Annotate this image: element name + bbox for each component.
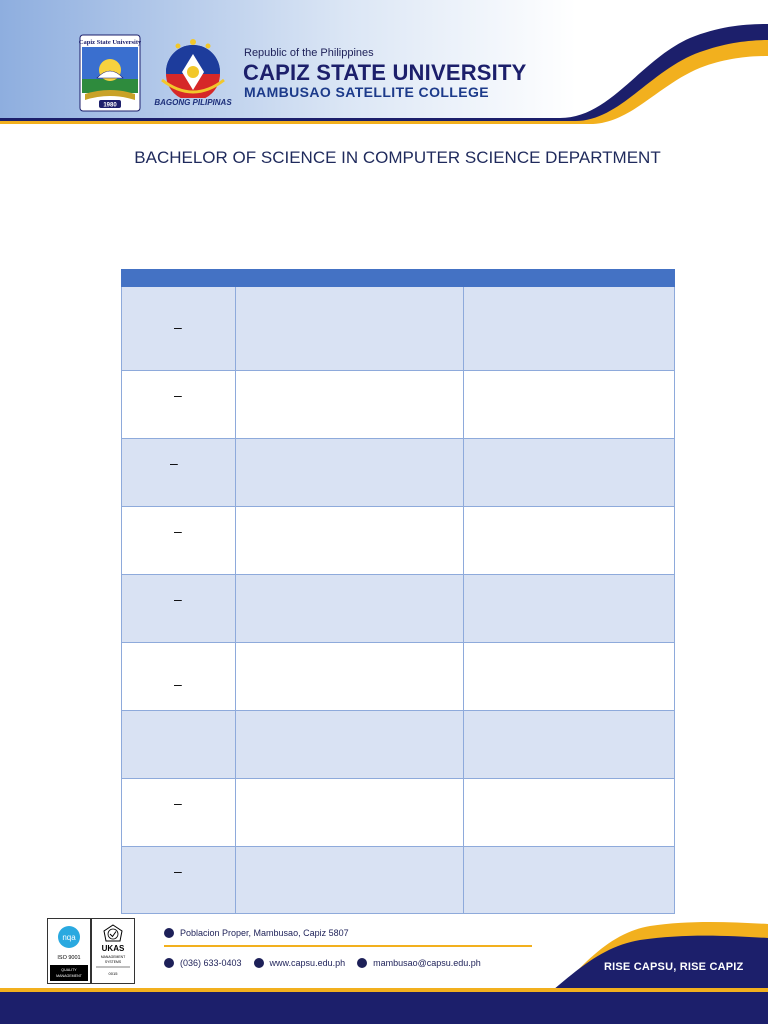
iso-label: ISO 9001 [57, 955, 81, 961]
table-row [121, 847, 675, 914]
ukas-text: UKAS [101, 944, 125, 953]
cell-text: – [170, 455, 178, 471]
table-cell [463, 575, 674, 642]
table-row [121, 371, 675, 439]
table-cell [235, 439, 463, 506]
phone-icon [164, 958, 174, 968]
table-row [121, 575, 675, 643]
table-cell [122, 371, 235, 438]
table-cell [463, 711, 674, 778]
table-cell [122, 643, 235, 710]
letterhead-header [0, 0, 768, 132]
table-header-bar [121, 269, 675, 287]
svg-text:MANAGEMENT: MANAGEMENT [56, 974, 82, 978]
phone-text: (036) 633-0403 [180, 958, 242, 968]
ukas-code: 0015 [108, 971, 118, 976]
college-name: MAMBUSAO SATELLITE COLLEGE [244, 84, 490, 100]
contact-line [164, 958, 481, 968]
slogan-text: RISE CAPSU, RISE CAPIZ [604, 961, 744, 973]
ukas-badge [91, 918, 135, 984]
cell-text: – [174, 591, 182, 607]
footer-divider [164, 945, 532, 947]
table-cell [235, 847, 463, 913]
csu-logo-text: Capiz State University [79, 39, 141, 46]
table-row [121, 507, 675, 575]
csu-logo-year: 1980 [103, 102, 117, 109]
table-cell [463, 643, 674, 710]
svg-text:SYSTEMS: SYSTEMS [104, 960, 122, 964]
table-cell [235, 643, 463, 710]
university-name: CAPIZ STATE UNIVERSITY [243, 60, 527, 85]
table-row [121, 287, 675, 371]
cell-text: – [174, 676, 182, 692]
cell-text: – [174, 523, 182, 539]
address-text: Poblacion Proper, Mambusao, Capiz 5807 [180, 928, 349, 938]
table-cell [122, 847, 235, 913]
svg-text:MANAGEMENT: MANAGEMENT [100, 955, 126, 959]
document-table [121, 269, 675, 914]
letterhead-footer [0, 906, 768, 1024]
republic-label: Republic of the Philippines [244, 47, 374, 59]
table-cell [463, 371, 674, 438]
cell-text: – [174, 319, 182, 335]
table-cell [235, 711, 463, 778]
cell-text: – [174, 863, 182, 879]
table-row [121, 439, 675, 507]
nqa-logo-text: nqa [62, 933, 76, 942]
email-link[interactable]: mambusao@capsu.edu.ph [373, 958, 481, 968]
bagong-pilipinas-logo [152, 34, 234, 108]
table-cell [463, 847, 674, 913]
cell-text: – [174, 795, 182, 811]
csu-seal-logo [79, 34, 141, 112]
globe-icon [254, 958, 264, 968]
svg-text:QUALITY: QUALITY [61, 968, 77, 972]
website-link[interactable]: www.capsu.edu.ph [269, 958, 346, 968]
table-cell [235, 371, 463, 438]
table-cell [235, 507, 463, 574]
address-line [164, 928, 349, 938]
cell-text: – [174, 387, 182, 403]
table-cell [235, 287, 463, 370]
table-cell [122, 711, 235, 778]
table-cell [463, 439, 674, 506]
table-cell [122, 439, 235, 506]
nqa-iso-badge [47, 918, 91, 984]
table-cell [122, 575, 235, 642]
location-pin-icon [164, 928, 174, 938]
email-icon [357, 958, 367, 968]
table-cell [235, 575, 463, 642]
table-cell [463, 507, 674, 574]
department-title: BACHELOR OF SCIENCE IN COMPUTER SCIENCE DEPARTMENT [134, 148, 661, 167]
table-row [121, 643, 675, 711]
table-row [121, 711, 675, 779]
table-cell [235, 779, 463, 846]
table-cell [122, 779, 235, 846]
table-cell [122, 507, 235, 574]
table-cell [463, 287, 674, 370]
table-cell [463, 779, 674, 846]
table-row [121, 779, 675, 847]
table-cell [122, 287, 235, 370]
bagong-pilipinas-text: BAGONG PILIPINAS [154, 98, 232, 107]
